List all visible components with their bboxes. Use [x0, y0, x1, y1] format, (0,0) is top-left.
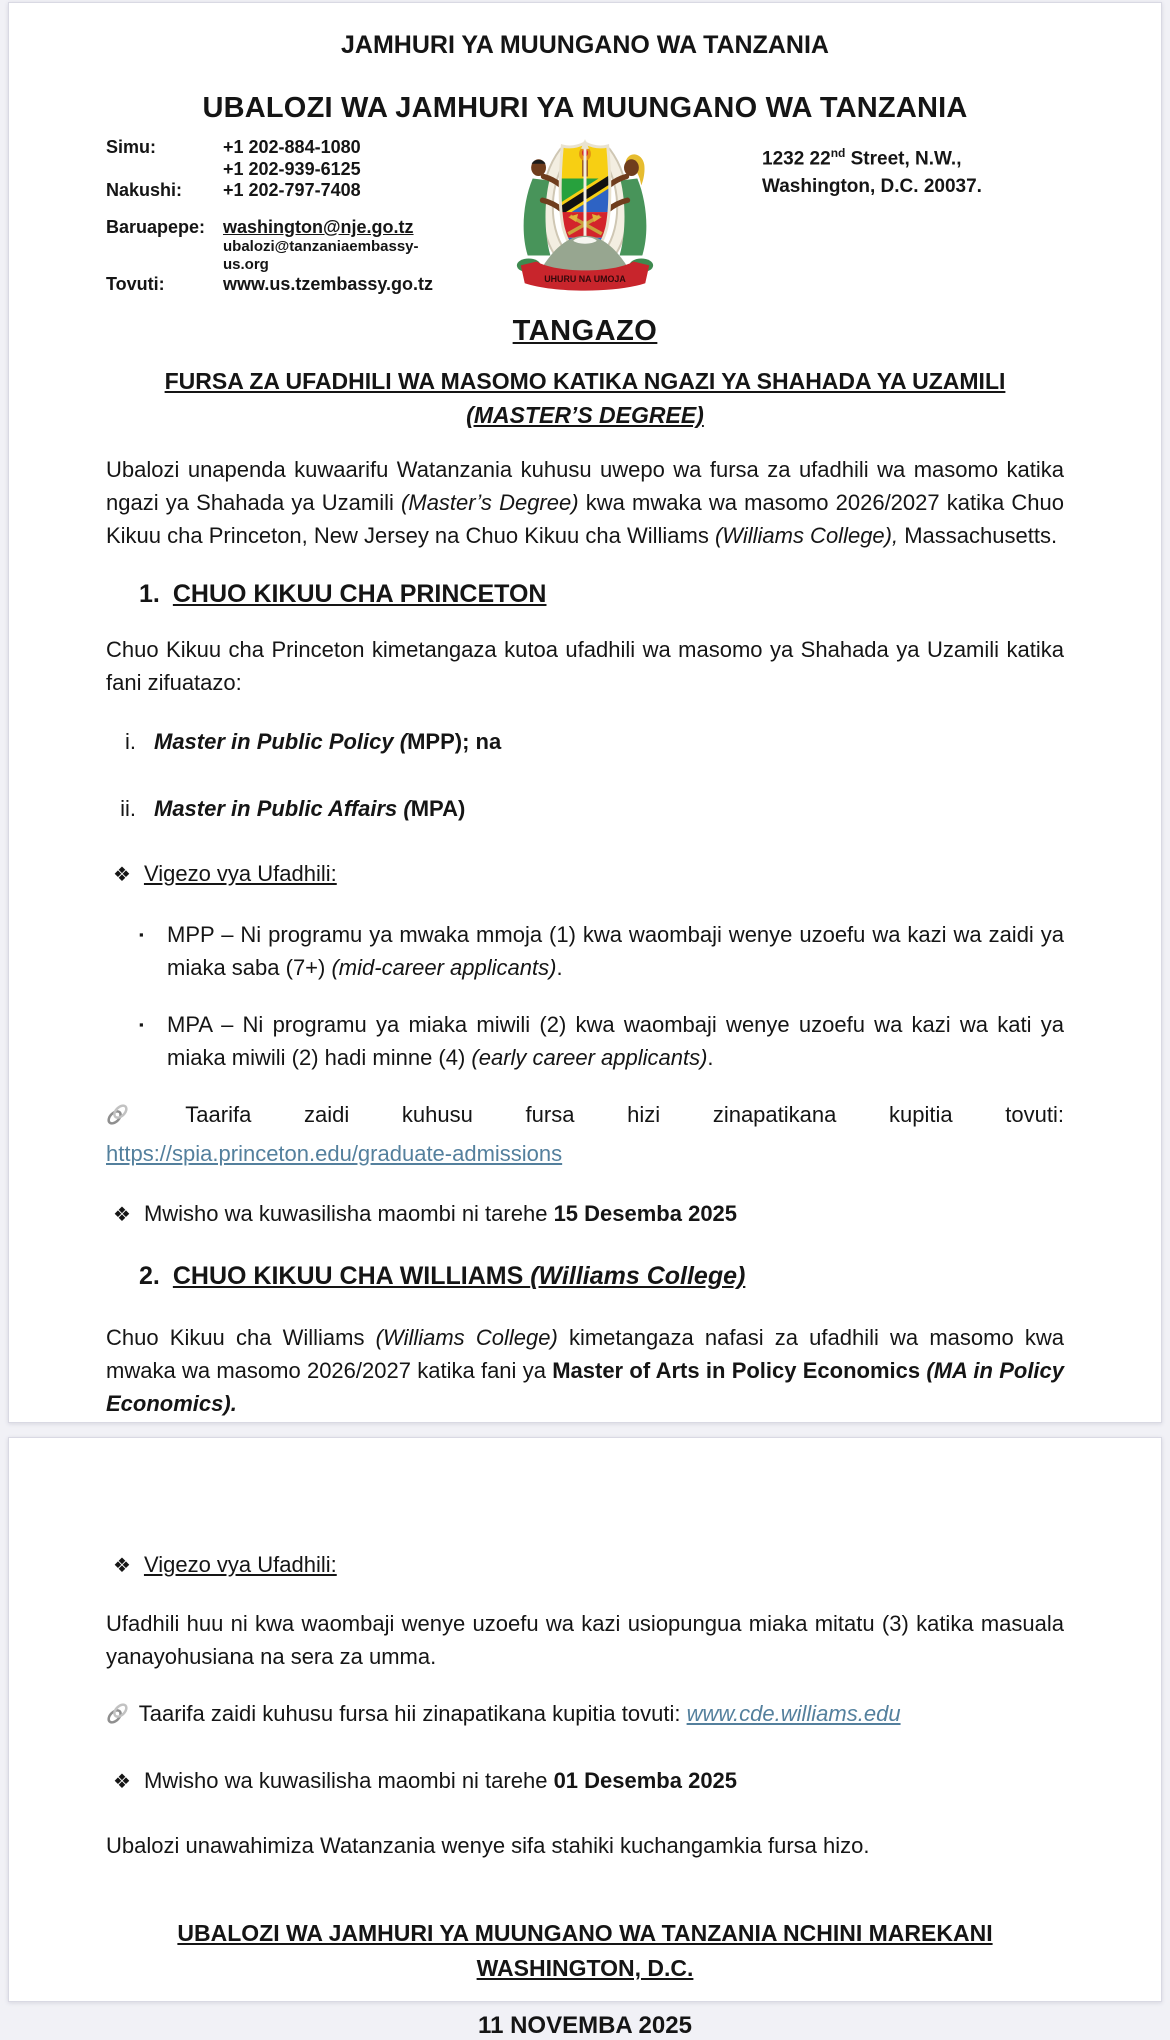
square-bullet-icon: ▪ [139, 1017, 144, 1032]
address-line-2: Washington, D.C. 20037. [762, 175, 982, 197]
text-segment: (Williams College) [375, 1325, 558, 1350]
williams-link[interactable]: www.cde.williams.edu [686, 1701, 901, 1726]
country-title: JAMHURI YA MUUNGANO WA TANZANIA [341, 31, 829, 59]
text-segment: MPA – Ni programu ya miaka miwili (2) kwa waombaji wenye uzoefu wa kazi wa kati ya miaka miwili (2) hadi minne (4) [167, 1012, 1064, 1070]
program-text [154, 792, 465, 825]
diamond-bullet-icon: ❖ [113, 864, 131, 886]
letterhead [106, 137, 1064, 299]
williams-criteria-heading [106, 1548, 1064, 1581]
document-date: 11 NOVEMBA 2025 [478, 2012, 692, 2039]
program-text [154, 725, 501, 758]
deadline-text [144, 1764, 737, 1797]
phone-number-1: +1 202-884-1080 [223, 137, 361, 157]
spacer [106, 159, 223, 181]
program-marker: ii. [120, 796, 136, 821]
diamond-bullet-icon: ❖ [113, 1771, 131, 1793]
criteria-text [167, 1008, 1064, 1074]
email-label: Baruapepe: [106, 216, 206, 237]
program-item-mpa [106, 792, 1064, 825]
square-bullet-icon: ▪ [139, 927, 144, 942]
contact-block [106, 137, 436, 296]
criteria-text [167, 918, 1064, 984]
text-segment: Ubalozi unapenda kuwaarifu Watanzania kuhusu uwepo wa fursa za ufadhili wa masomo katika ngazi ya Shahada ya Uzamili [106, 457, 1064, 515]
section-1-title: CHUO KIKUU CHA PRINCETON [172, 580, 547, 608]
text-segment: Master of Arts in Policy Economics [552, 1358, 927, 1383]
criteria-item-mpa [106, 1008, 1064, 1074]
criteria-label: Vigezo vya Ufadhili: [143, 861, 337, 886]
tanzania-coat-of-arms [436, 139, 734, 299]
footer-line-2: WASHINGTON, D.C. [476, 1955, 694, 1981]
announcement-heading-line2: (MASTER’S DEGREE) [466, 402, 704, 428]
princeton-link[interactable]: https://spia.princeton.edu/graduate-admissions [106, 1141, 563, 1166]
email-row [106, 217, 436, 239]
announcement-title: TANGAZO [512, 315, 658, 347]
text-segment: Chuo Kikuu cha Williams [106, 1325, 376, 1350]
text-segment: . [556, 955, 563, 980]
section-1-number: 1. [139, 580, 160, 608]
phone-row-2 [106, 159, 436, 181]
email-row-2 [106, 238, 436, 274]
address-street-number: 1232 22 [762, 148, 831, 170]
text-segment: (Williams College), [714, 523, 899, 548]
princeton-criteria-heading [106, 857, 1064, 890]
princeton-deadline [106, 1197, 1064, 1230]
text-segment: (early career applicants) [471, 1045, 708, 1070]
text-segment: 15 Desemba 2025 [553, 1201, 738, 1226]
princeton-intro-paragraph: Chuo Kikuu cha Princeton kimetangaza kutoa ufadhili wa masomo ya Shahada ya Uzamili katika fani zifuatazo: [106, 637, 1064, 695]
program-marker: i. [125, 729, 136, 754]
text-segment: MPP – Ni programu ya mwaka mmoja (1) kwa waombaji wenye uzoefu wa kazi wa zaidi ya miaka saba (7+) [167, 922, 1064, 980]
closing-paragraph: Ubalozi unawahimiza Watanzania wenye sifa stahiki kuchangamkia fursa hizo. [106, 1833, 870, 1858]
address-street: Street, N.W., [845, 148, 962, 170]
text-segment: kimetangaza nafasi za ufadhili wa masomo kwa mwaka wa masomo 2026/2027 katika fani ya [106, 1325, 1064, 1383]
link-icon [106, 1102, 129, 1135]
text-segment: (Williams College) [530, 1262, 746, 1290]
text-segment: Mwisho wa kuwasilisha maombi ni tarehe [143, 1768, 554, 1793]
announcement-heading-line1: FURSA ZA UFADHILI WA MASOMO KATIKA NGAZI YA SHAHADA YA UZAMILI [164, 368, 1006, 394]
text-segment: MPA [410, 796, 458, 821]
footer-line-1: UBALOZI WA JAMHURI YA MUUNGANO WA TANZANIA NCHINI MAREKANI [177, 1920, 993, 1946]
link-icon [106, 1701, 129, 1734]
diamond-bullet-icon: ❖ [113, 1204, 131, 1226]
williams-intro-paragraph [106, 1321, 1064, 1420]
email-secondary: ubalozi@tanzaniaembassy-us.org [223, 238, 419, 274]
address-line-1 [762, 145, 1064, 173]
spacer [106, 238, 223, 274]
address-ordinal: nd [830, 146, 846, 160]
page-1 [8, 2, 1162, 1423]
section-2-heading [139, 1262, 1064, 1291]
text-segment: kwa mwaka wa masomo 2026/2027 katika Chuo Kikuu cha Princeton, New Jersey na Chuo Kikuu cha Williams [106, 490, 1065, 548]
coat-of-arms-motto: UHURU NA UMOJA [544, 274, 626, 285]
section-1-heading [139, 580, 1064, 609]
text-segment: 01 Desemba 2025 [553, 1768, 738, 1793]
text-segment: Master in Public Policy ( [154, 729, 408, 754]
williams-info-text: Taarifa zaidi kuhusu fursa hii zinapatikana kupitia tovuti: [138, 1701, 687, 1726]
criteria-label: Vigezo vya Ufadhili: [143, 1552, 337, 1577]
fax-number: +1 202-797-7408 [223, 180, 361, 201]
phone-row-1 [106, 137, 436, 159]
deadline-text [144, 1197, 737, 1230]
text-segment: Massachusetts. [898, 523, 1058, 548]
williams-info-line [106, 1697, 1064, 1734]
phone-number-2: +1 202-939-6125 [223, 158, 361, 179]
program-item-mpp [106, 725, 1064, 758]
phone-label: Simu: [106, 137, 157, 157]
website-row [106, 274, 436, 296]
williams-criteria-paragraph: Ufadhili huu ni kwa waombaji wenye uzoefu wa kazi usiopungua miaka mitatu (3) katika masuala yanayohusiana na sera za umma. [106, 1611, 1064, 1669]
text-segment: (MA in Policy Economics). [106, 1358, 1065, 1416]
fax-label: Nakushi: [106, 180, 183, 201]
text-segment: ) [458, 796, 466, 821]
princeton-info-line [106, 1098, 1064, 1135]
text-segment: Master in Public Affairs ( [154, 796, 411, 821]
williams-deadline [106, 1764, 1064, 1797]
section-2-number: 2. [139, 1262, 160, 1290]
text-segment: (mid-career applicants) [331, 955, 557, 980]
text-segment: MPP [407, 729, 455, 754]
princeton-info-text: Taarifa zaidi kuhusu fursa hizi zinapatikana kupitia tovuti: [185, 1102, 1064, 1127]
website-url: www.us.tzembassy.go.tz [223, 274, 434, 295]
diamond-bullet-icon: ❖ [113, 1555, 131, 1577]
text-segment: Mwisho wa kuwasilisha maombi ni tarehe [143, 1201, 554, 1226]
princeton-url-line [106, 1141, 1064, 1167]
criteria-item-mpp [106, 918, 1064, 984]
text-segment: ); na [454, 729, 502, 754]
page-2 [8, 1437, 1162, 2039]
intro-paragraph [106, 453, 1064, 552]
coat-of-arms-svg [496, 139, 674, 299]
text-segment: (Master’s Degree) [401, 490, 579, 515]
website-label: Tovuti: [106, 274, 165, 295]
email-primary-link[interactable]: washington@nje.go.tz [223, 216, 414, 237]
text-segment: CHUO KIKUU CHA WILLIAMS [172, 1262, 531, 1290]
section-2-title [173, 1262, 745, 1291]
text-segment: . [707, 1045, 714, 1070]
embassy-title: UBALOZI WA JAMHURI YA MUUNGANO WA TANZANIA [202, 92, 968, 124]
fax-row [106, 180, 436, 202]
address-block [734, 145, 1064, 200]
